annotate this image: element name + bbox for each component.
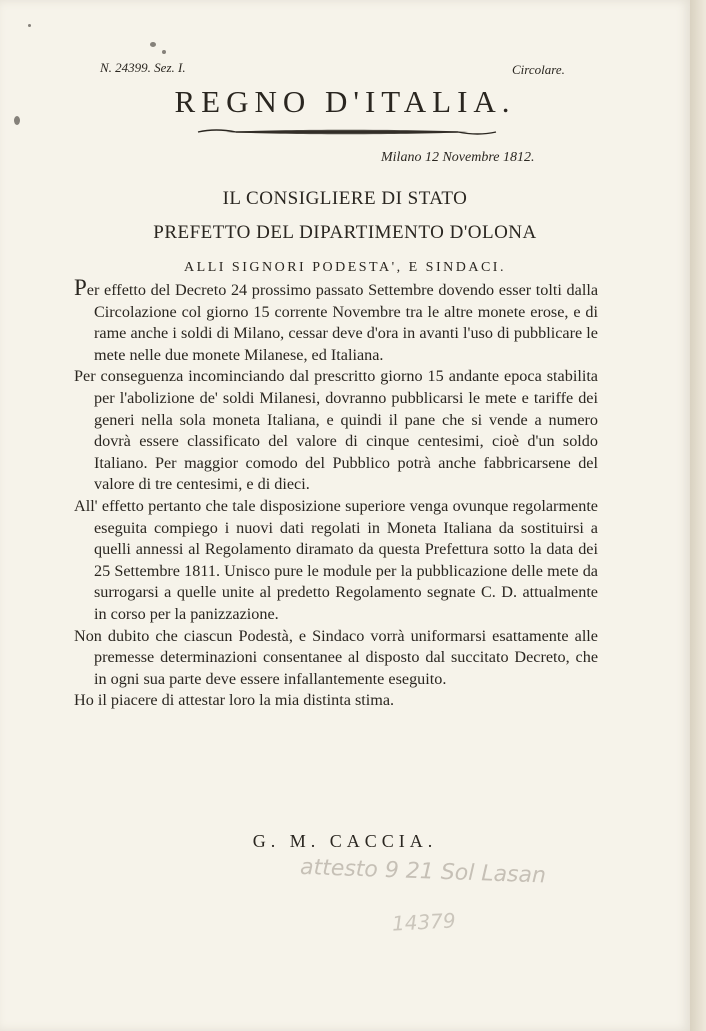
paragraph-text: er effetto del Decreto 24 prossimo passato Settembre dovendo esser tolti dalla Circolazione col giorno 15 corrente Novembre tra le altre monete erose, e di rame anche i soldi di Milano, cessar deve d'ora in avanti l'uso di pubblicare le mete nelle due monete Milanese, ed Italiana. [86, 281, 598, 364]
paragraph-text: All' effetto pertanto che tale disposizione superiore venga ovunque regolarmente eseguita compiego i nuovi dati regolati in Moneta Italiana da sostituirsi a quelli annessi al Regolamento diramato da questa Prefettura sotto la data dei 25 Settembre 1811. Unisco pure le module per la pubblicazione delle mete da surrogarsi a quelle unite al predetto Regolamento segnate C. D. attualmente in corso per la panizzazione. [74, 496, 598, 623]
paragraph-1 [74, 275, 598, 366]
heading-line-1: IL CONSIGLIERE DI STATO [222, 188, 468, 209]
handwritten-number: 14379 [391, 908, 457, 936]
paragraph-5 [74, 690, 598, 712]
document-type: Circolare. [512, 62, 565, 77]
page-edge [690, 0, 706, 1031]
paragraph-2 [74, 366, 598, 496]
ink-spot [162, 50, 166, 54]
drop-initial: P [74, 275, 87, 300]
paragraph-3 [74, 496, 598, 626]
paragraph-text: Per conseguenza incominciando dal prescritto giorno 15 andante epoca stabilita per l'abolizione de' soldi Milanesi, dovranno pubblicarsi le mete e tariffe dei generi nella sola moneta Italiana, e quindi il pane che si vende a numero dovrà essere classificato del valore di cinque centesimi, cioè d'un soldo Italiano. Per maggior comodo del Pubblico potrà anche fabbricarsene del valore di tre centesimi, e di dieci. [74, 367, 598, 494]
ornamental-rule [196, 128, 498, 136]
paragraph-4 [74, 626, 598, 691]
handwritten-note: attesto 9 21 Sol Lasan [299, 854, 547, 889]
page-title: REGNO D'ITALIA. [174, 84, 516, 119]
document-number: N. 24399. Sez. I. [100, 60, 186, 75]
signature: G. M. CACCIA. [252, 831, 438, 851]
paragraph-text: Ho il piacere di attestar loro la mia distinta stima. [74, 691, 395, 710]
document-date: Milano 12 Novembre 1812. [381, 150, 535, 165]
paragraph-text: Non dubito che ciascun Podestà, e Sindaco vorrà uniformarsi esattamente alle premesse determinazioni consentanee al disposto dal succitato Decreto, che in ogni sua parte deve essere infallantemente eseguito. [74, 626, 598, 688]
ink-spot [28, 24, 31, 27]
heading-addressees: ALLI SIGNORI PODESTA', E SINDACI. [184, 260, 506, 275]
heading-line-2: PREFETTO DEL DIPARTIMENTO D'OLONA [153, 222, 537, 243]
document-body [74, 275, 598, 712]
ink-spot [150, 42, 156, 47]
